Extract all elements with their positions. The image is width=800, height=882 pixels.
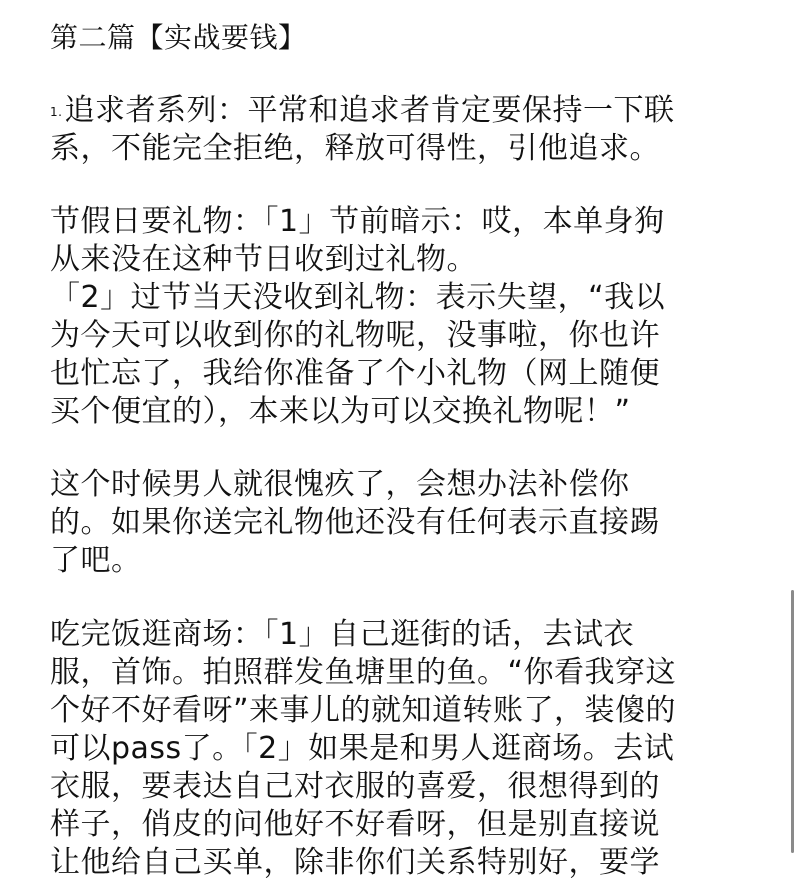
paragraph-line: 吃完饭逛商场：「1」自己逛街的话，去试衣 (50, 617, 635, 652)
paragraph-line: 可以pass了。「2」如果是和男人逛商场。去试 (50, 731, 675, 766)
paragraph-line: 这个时候男人就很愧疚了，会想办法补偿你 (50, 467, 630, 502)
page-title: 第二篇【实战要钱】 (50, 21, 307, 54)
paragraph-line: 的。如果你送完礼物他还没有任何表示直接踢 (50, 505, 660, 540)
paragraph-line: 从来没在这种节日收到过礼物。 (50, 242, 477, 277)
paragraph-line: 了吧。 (50, 543, 142, 578)
paragraph-line: 也忙忘了，我给你准备了个小礼物（网上随便 (50, 356, 660, 391)
paragraph-line: 让他给自己买单，除非你们关系特别好，要学 (50, 845, 660, 880)
paragraph-line: 系，不能完全拒绝，释放可得性，引他追求。 (50, 131, 660, 166)
paragraph-line: 节假日要礼物：「1」节前暗示：哎，本单身狗 (50, 204, 665, 239)
paragraph-line: 买个便宜的），本来以为可以交换礼物呢！” (50, 394, 631, 429)
paragraph-line: 样子，俏皮的问他好不好看呀，但是别直接说 (50, 807, 660, 842)
paragraph-line: 个好不好看呀”来事儿的就知道转账了，装傻的 (50, 693, 677, 728)
paragraph-line: 为今天可以收到你的礼物呢，没事啦，你也许 (50, 318, 660, 353)
paragraph-line: 1.追求者系列：平常和追求者肯定要保持一下联 (50, 93, 675, 128)
vertical-scrollbar[interactable] (791, 590, 794, 853)
paragraph-line: 服，首饰。拍照群发鱼塘里的鱼。“你看我穿这 (50, 655, 677, 690)
paragraph-line: 衣服，要表达自己对衣服的喜爱，很想得到的 (50, 769, 660, 804)
paragraph-line: 「2」过节当天没收到礼物：表示失望，“我以 (50, 280, 666, 315)
list-number: 1. (50, 105, 63, 119)
